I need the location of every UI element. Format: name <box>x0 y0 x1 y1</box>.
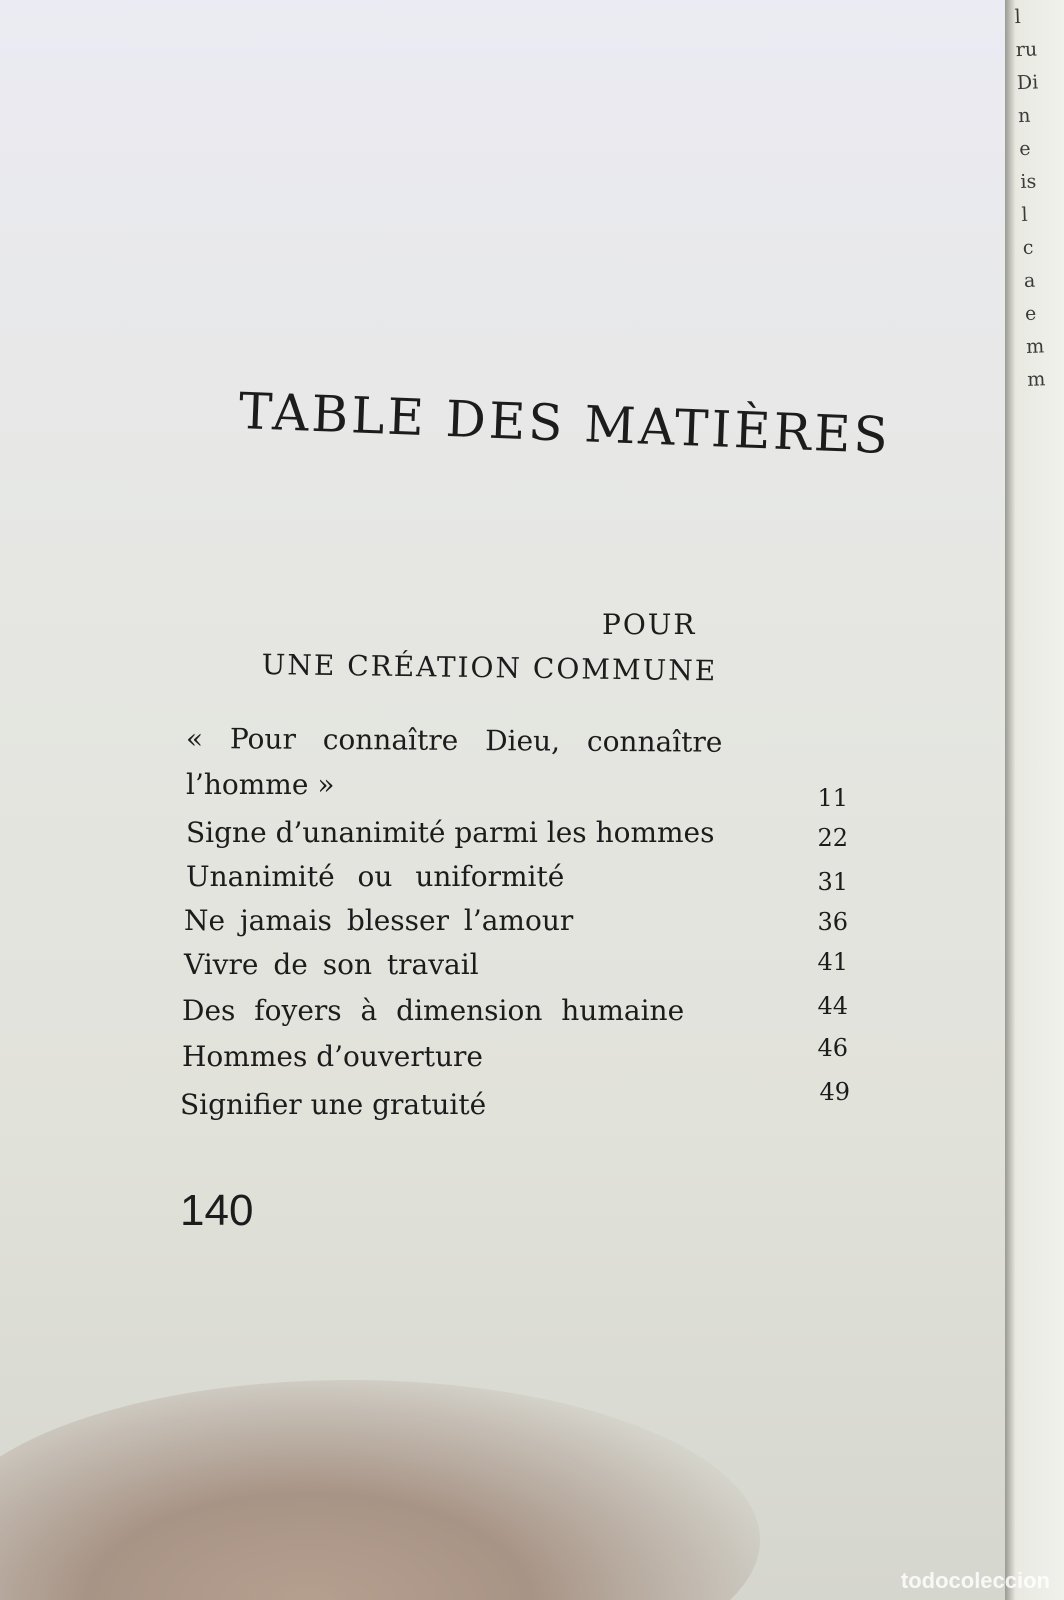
toc-entry-page: 46 <box>817 1034 848 1062</box>
toc-entry <box>184 948 848 988</box>
toc-entry-title: « Pour connaître Dieu, connaître <box>185 722 723 759</box>
toc-entry-page: 22 <box>817 824 848 852</box>
toc-entry <box>184 904 848 944</box>
toc-entry <box>182 1034 848 1080</box>
toc-entry-page: 49 <box>819 1078 850 1106</box>
toc-entry-title: Hommes d’ouverture <box>182 1040 483 1073</box>
toc-entry <box>186 816 848 856</box>
facing-page-edge: l ru Di n e is l c a e m m <box>1005 0 1064 1600</box>
toc-entry-continued <box>186 768 848 812</box>
finger-shadow <box>0 1380 760 1600</box>
toc-entry-page: 44 <box>817 992 848 1020</box>
toc-entry-title: Des foyers à dimension humaine <box>182 994 685 1027</box>
toc-entry <box>186 722 876 767</box>
toc-entry-page: 41 <box>817 948 848 976</box>
toc-entry-title: Ne jamais blesser l’amour <box>184 904 574 937</box>
page-number: 140 <box>180 1186 254 1235</box>
page-title: TABLE DES MATIÈRES <box>237 382 892 466</box>
toc-entry <box>186 860 848 900</box>
toc-entry-title: Unanimité ou uniformité <box>186 860 565 893</box>
toc-entry-title: Signifier une gratuité <box>180 1088 487 1121</box>
toc-entry <box>180 1078 850 1128</box>
section-heading-line-1: POUR <box>602 608 697 641</box>
toc-entry-page: 31 <box>817 868 848 896</box>
toc-entry-title: l’homme » <box>186 768 335 801</box>
toc-entry-page: 11 <box>817 784 848 812</box>
section-heading-line-2: UNE CRÉATION COMMUNE <box>261 648 718 688</box>
toc-entry-title: Signe d’unanimité parmi les hommes <box>186 816 715 849</box>
toc-entry-title: Vivre de son travail <box>184 948 479 981</box>
toc-entry-page: 36 <box>817 908 848 936</box>
watermark: todocoleccion <box>900 1568 1050 1593</box>
toc-entry <box>182 994 848 1034</box>
